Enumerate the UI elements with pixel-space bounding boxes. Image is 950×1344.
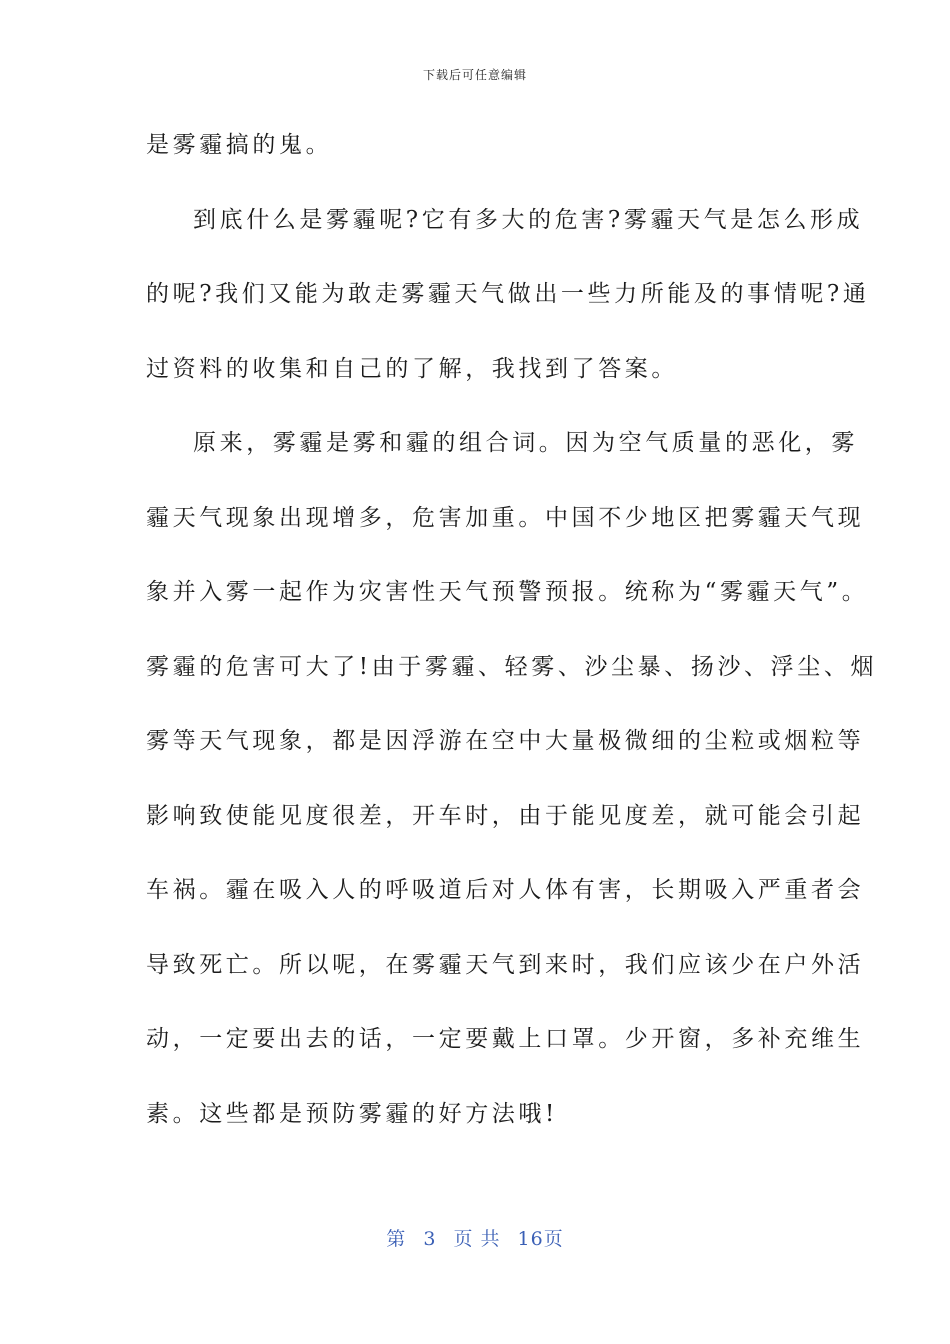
- text-line: 导致死亡。所以呢，在雾霾天气到来时，我们应该少在户外活: [146, 951, 865, 978]
- text-line: 象并入雾一起作为灾害性天气预警预报。统称为“雾霾天气”。: [146, 579, 869, 605]
- page-number-footer: [0, 1224, 950, 1251]
- paragraph-first-line: 原来，雾霾是雾和霾的组合词。因为空气质量的恶化，雾: [193, 430, 858, 456]
- text-line: 是雾霾搞的鬼。: [146, 132, 333, 158]
- text-line: 霾天气现象出现增多，危害加重。中国不少地区把雾霾天气现: [146, 504, 865, 531]
- page-header-note: 下载后可任意编辑: [422, 68, 527, 82]
- text-line: 素。这些都是预防雾霾的好方法哦!: [146, 1100, 558, 1127]
- text-line: 过资料的收集和自己的了解，我找到了答案。: [146, 355, 678, 382]
- text-line: 影响致使能见度很差，开车时，由于能见度差，就可能会引起: [146, 802, 865, 829]
- footer-prefix: 第: [386, 1228, 407, 1250]
- paragraph-first-line: 到底什么是雾霾呢?它有多大的危害?雾霾天气是怎么形成: [193, 206, 864, 233]
- footer-middle: 页 共: [453, 1228, 501, 1250]
- text-line: 雾等天气现象，都是因浮游在空中大量极微细的尘粒或烟粒等: [146, 728, 865, 754]
- text-line: 车祸。霾在吸入人的呼吸道后对人体有害，长期吸入严重者会: [146, 877, 865, 903]
- text-line: 的呢?我们又能为敢走雾霾天气做出一些力所能及的事情呢?通: [146, 281, 870, 307]
- total-pages: 16页: [517, 1228, 564, 1250]
- text-line: 雾霾的危害可大了!由于雾霾、轻雾、沙尘暴、扬沙、浮尘、烟: [146, 653, 878, 680]
- text-line: 动，一定要出去的话，一定要戴上口罩。少开窗，多补充维生: [146, 1026, 865, 1052]
- document-body: [146, 122, 878, 1165]
- current-page-number: 3: [423, 1228, 437, 1250]
